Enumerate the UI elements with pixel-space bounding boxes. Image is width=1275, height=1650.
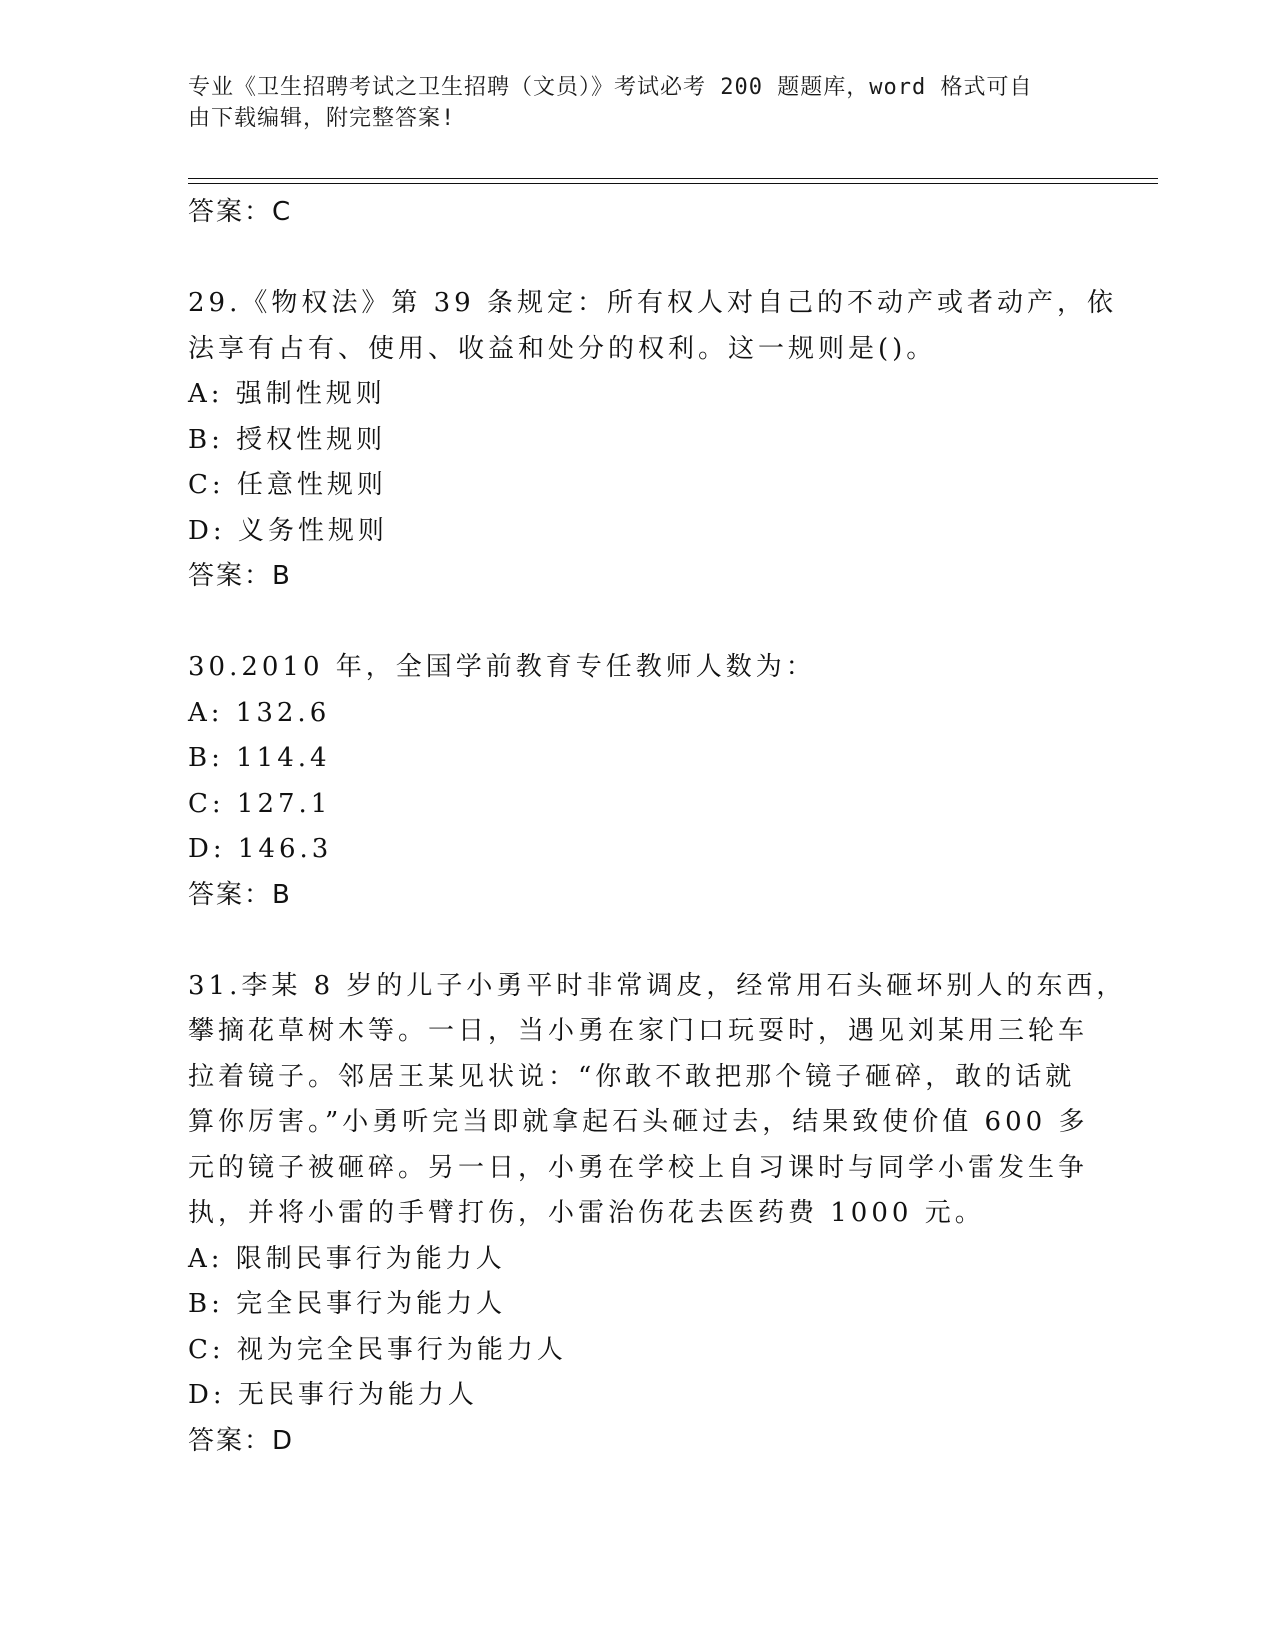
answer-line: 答案：B xyxy=(188,561,292,591)
document-header xyxy=(188,72,1068,134)
header-line-1: 专业《卫生招聘考试之卫生招聘（文员）》考试必考 200 题题库，word 格式可自 xyxy=(188,75,1033,100)
option-d: D: 146.3 xyxy=(188,834,333,864)
header-divider-top xyxy=(188,178,1158,179)
header-divider-bottom xyxy=(188,183,1158,184)
option-d: D: 义务性规则 xyxy=(188,515,388,546)
answer-line: 答案：B xyxy=(188,879,292,910)
question-text-line: 29.《物权法》第 39 条规定：所有权人对自己的不动产或者动产，依 xyxy=(188,288,1117,318)
option-b: B: 完全民事行为能力人 xyxy=(188,1289,507,1319)
question-text-line: 执，并将小雷的手臂打伤，小雷治伤花去医药费 1000 元。 xyxy=(188,1198,985,1228)
option-d: D: 无民事行为能力人 xyxy=(188,1380,478,1410)
question-text-line: 算你厉害。”小勇听完当即就拿起石头砸过去，结果致使价值 600 多 xyxy=(188,1107,1089,1137)
question-text-line: 元的镜子被砸碎。另一日，小勇在学校上自习课时与同学小雷发生争 xyxy=(188,1152,1089,1183)
option-a: A: 强制性规则 xyxy=(188,379,386,409)
option-c: C: 视为完全民事行为能力人 xyxy=(188,1334,567,1365)
answer-line: 答案：D xyxy=(188,1425,295,1456)
question-block xyxy=(188,964,1127,1465)
document-body xyxy=(188,190,1127,1464)
option-c: C: 任意性规则 xyxy=(188,470,387,500)
header-line-2: 由下载编辑，附完整答案! xyxy=(188,106,456,131)
option-b: B: 授权性规则 xyxy=(188,424,387,455)
question-text-line: 拉着镜子。邻居王某见状说：“你敢不敢把那个镜子砸碎，敢的话就 xyxy=(188,1061,1076,1092)
question-block xyxy=(188,281,1117,600)
question-text-line: 攀摘花草树木等。一日，当小勇在家门口玩耍时，遇见刘某用三轮车 xyxy=(188,1016,1089,1046)
spacer xyxy=(188,918,1068,964)
answer-line: 答案：C xyxy=(188,197,293,227)
spacer xyxy=(188,236,1068,282)
question-text-line: 法享有占有、使用、收益和处分的权利。这一规则是()。 xyxy=(188,333,937,364)
question-text-line: 30.2010 年，全国学前教育专任教师人数为： xyxy=(188,652,816,682)
spacer xyxy=(188,600,1068,646)
question-block xyxy=(188,645,1068,918)
option-a: A: 限制民事行为能力人 xyxy=(188,1243,506,1274)
option-a: A: 132.6 xyxy=(188,697,331,728)
option-c: C: 127.1 xyxy=(188,788,332,819)
question-text-line: 31.李某 8 岁的儿子小勇平时非常调皮，经常用石头砸坏别人的东西， xyxy=(188,970,1127,1001)
option-b: B: 114.4 xyxy=(188,743,331,773)
